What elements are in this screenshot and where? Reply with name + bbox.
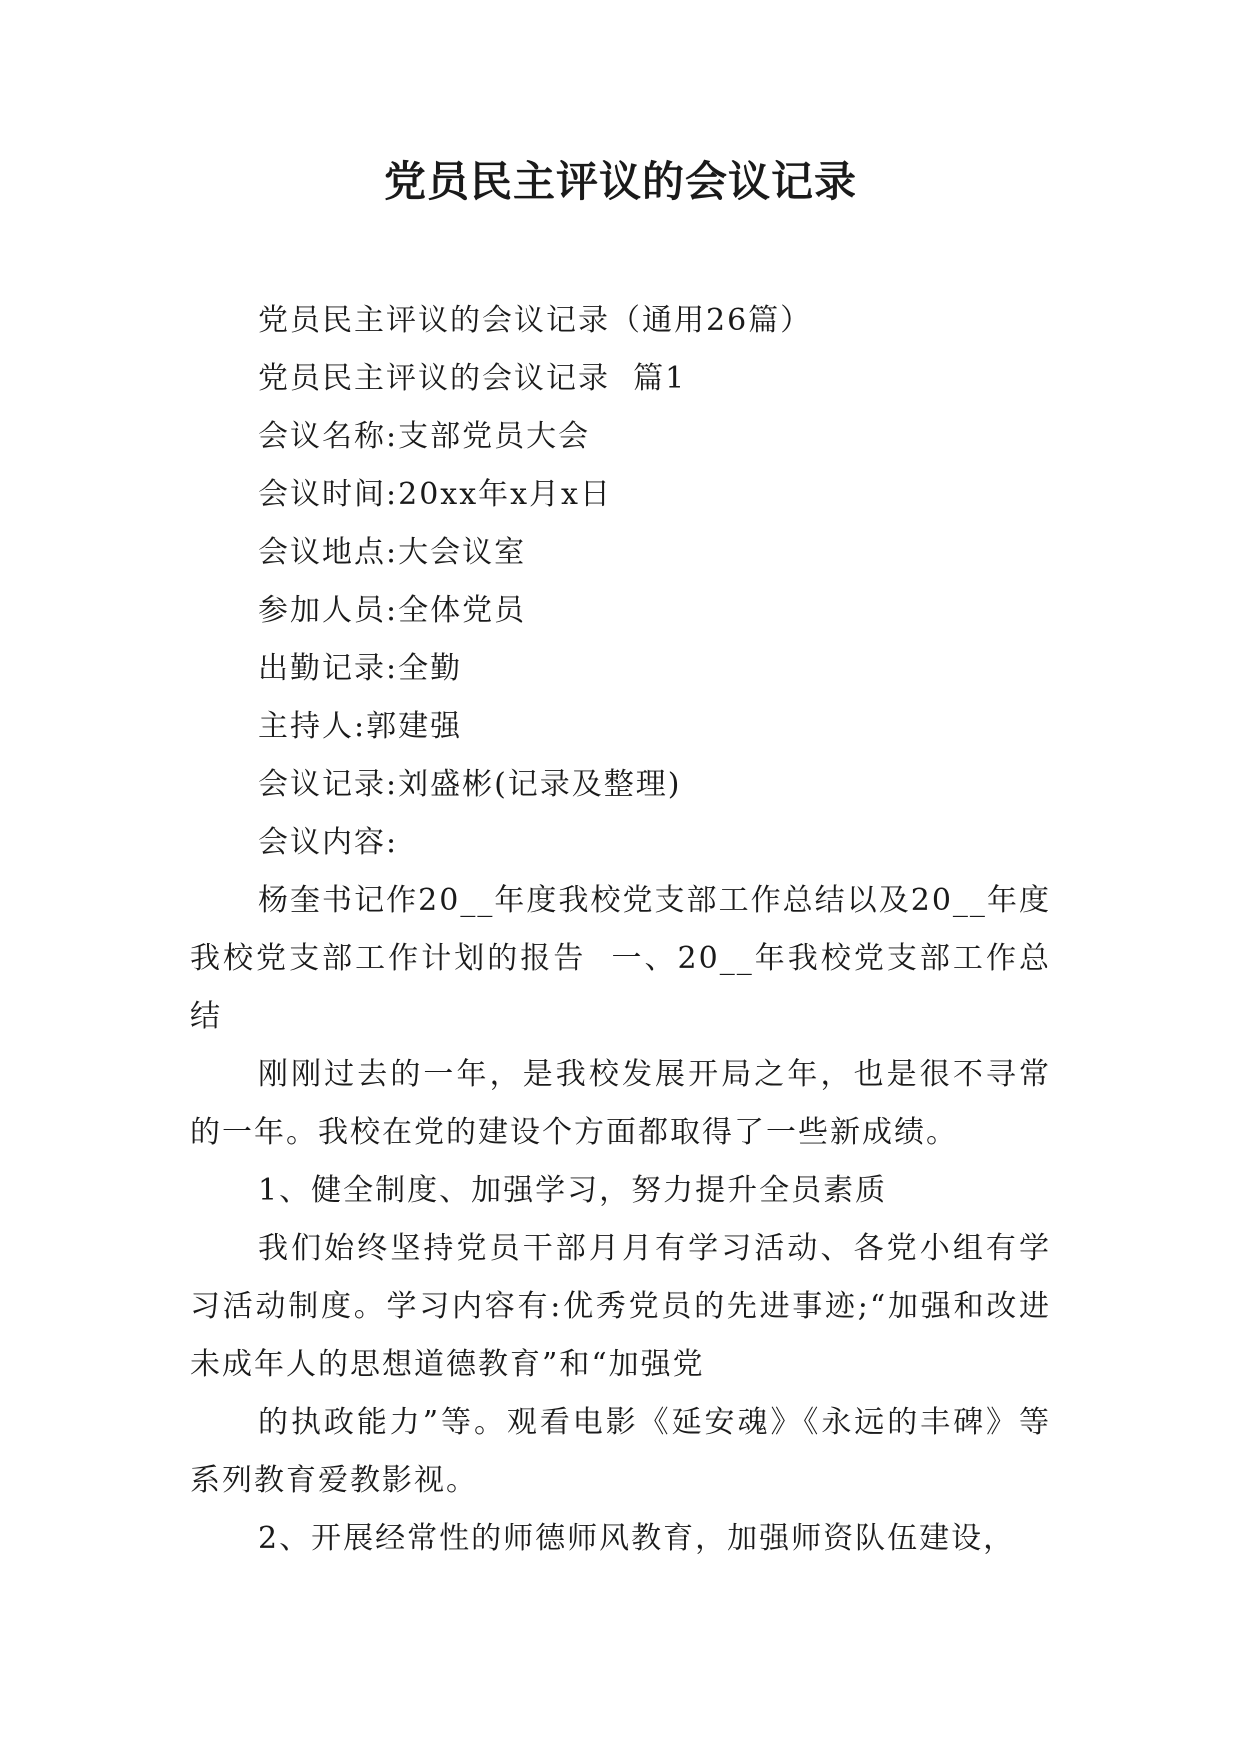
paragraph: 会议时间:20xx年x月x日 [258, 477, 612, 512]
paragraph: 出勤记录:全勤 [258, 651, 463, 686]
paragraph: 2、开展经常性的师德师风教育，加强师资队伍建设， [258, 1521, 1016, 1556]
paragraph: 会议名称:支部党员大会 [258, 419, 591, 454]
paragraph: 会议记录:刘盛彬(记录及整理) [258, 767, 682, 802]
paragraph: 刚刚过去的一年，是我校发展开局之年，也是很不寻常的一年。我校在党的建设个方面都取得了一些新成绩。 [190, 1057, 1051, 1150]
paragraph: 会议内容: [258, 825, 399, 860]
paragraph: 参加人员:全体党员 [258, 593, 527, 628]
paragraph: 1、健全制度、加强学习，努力提升全员素质 [258, 1173, 888, 1208]
paragraph: 我们始终坚持党员干部月月有学习活动、各党小组有学习活动制度。学习内容有:优秀党员的先进事迹;“加强和改进未成年人的思想道德教育”和“加强党 [190, 1231, 1051, 1382]
document-title: 党员民主评议的会议记录 [383, 157, 857, 206]
paragraph: 的执政能力”等。观看电影《延安魂》《永远的丰碑》等系列教育爱教影视。 [190, 1405, 1051, 1498]
document-body [190, 292, 1051, 1568]
paragraph: 杨奎书记作20__年度我校党支部工作总结以及20__年度我校党支部工作计划的报告 一、20__年我校党支部工作总结 [190, 883, 1051, 1034]
paragraph: 党员民主评议的会议记录（通用26篇） [258, 303, 813, 338]
paragraph: 会议地点:大会议室 [258, 535, 527, 570]
paragraph: 主持人:郭建强 [258, 709, 463, 744]
paragraph: 党员民主评议的会议记录 篇1 [258, 361, 687, 396]
